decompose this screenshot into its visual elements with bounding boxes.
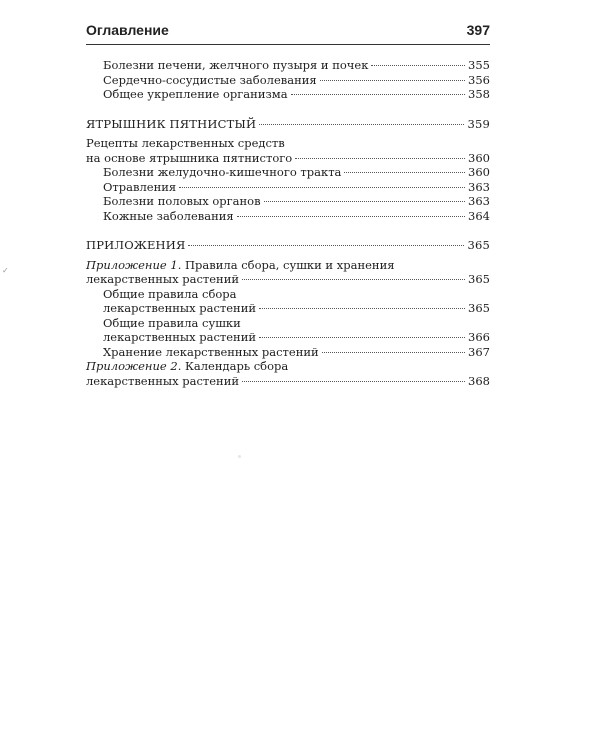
table-of-contents [86,58,490,388]
margin-checkmark: ✓ [2,266,9,275]
toc-entry-label-cont: лекарственных растений [86,272,240,286]
toc-entry-label: Рецепты лекарственных средств [86,136,285,150]
dot-leader [264,201,465,202]
dot-leader [179,187,465,188]
toc-entry-label: Болезни половых органов [103,194,261,208]
toc-entry-page: 359 [467,116,490,131]
toc-entry[interactable] [86,345,490,360]
toc-entry-page: 356 [468,72,490,87]
dot-leader [237,216,465,217]
dot-leader [259,337,465,338]
toc-entry-label: Кожные заболевания [103,208,234,223]
toc-entry-page: 363 [468,194,490,208]
running-title: Оглавление [86,22,169,38]
toc-entry[interactable] [86,73,490,88]
dot-leader [291,94,465,95]
toc-entry[interactable] [86,209,490,224]
page-number: 397 [466,22,490,38]
toc-entry[interactable] [86,58,490,73]
toc-entry-label-cont: лекарственных растений [103,301,257,315]
toc-entry-page: 365 [467,238,490,252]
toc-entry-label: Общее укрепление организма [103,87,288,101]
toc-entry[interactable] [86,258,490,287]
toc-entry-label: ПРИЛОЖЕНИЯ [86,238,186,252]
toc-entry[interactable] [86,359,490,388]
toc-entry[interactable] [86,165,490,180]
dot-leader [259,308,465,309]
toc-entry-page: 367 [468,344,490,359]
toc-entry-page: 355 [468,58,490,72]
toc-entry-label: . Правила сбора, сушки и хранения [177,257,395,272]
toc-entry-label: Болезни печени, желчного пузыря и почек [103,58,369,72]
dot-leader [320,80,465,81]
toc-entry[interactable] [86,180,490,195]
toc-entry[interactable] [86,316,490,345]
toc-entry[interactable] [86,87,490,102]
toc-entry-page: 360 [468,150,490,165]
dot-leader [188,245,464,246]
toc-entry-label: Хранение лекарственных растений [103,344,319,359]
toc-entry-label-cont: на основе ятрышника пятнистого [86,150,293,165]
toc-entry[interactable] [86,287,490,316]
dot-leader [242,381,465,382]
toc-entry-label: Общие правила сбора [103,286,237,301]
dot-leader [371,65,465,66]
dot-leader [259,124,464,125]
toc-entry-page: 363 [468,179,490,194]
toc-entry-label: Отравления [103,179,177,194]
dot-leader [295,158,465,159]
toc-entry[interactable] [86,136,490,165]
toc-entry[interactable] [86,194,490,209]
toc-entry-label: Болезни желудочно-кишечного тракта [103,165,342,179]
toc-entry-label: Общие правила сушки [103,315,241,330]
toc-section-heading[interactable] [86,117,490,132]
toc-entry-label: . Календарь сбора [177,359,289,373]
toc-entry-page: 358 [468,87,490,101]
toc-section-heading[interactable] [86,238,490,253]
dot-leader [344,172,465,173]
dot-leader [242,279,465,280]
toc-entry-label-cont: лекарственных растений [86,373,240,388]
appendix-prefix: Приложение 2 [86,359,178,373]
header-rule [86,44,490,45]
toc-entry-label-cont: лекарственных растений [103,330,257,344]
toc-entry-label: ЯТРЫШНИК ПЯТНИСТЫЙ [86,116,257,131]
toc-entry-page: 365 [468,301,490,315]
page-header [86,20,490,42]
toc-entry-label: Сердечно-сосудистые заболевания [103,72,317,87]
toc-entry-page: 366 [468,330,490,344]
toc-entry-page: 365 [468,272,490,286]
dot-leader [322,352,465,353]
toc-entry-page: 360 [468,165,490,179]
toc-entry-page: 364 [468,208,490,223]
toc-entry-page: 368 [468,373,490,388]
appendix-prefix: Приложение 1 [86,257,178,272]
scan-smudge [238,455,241,458]
